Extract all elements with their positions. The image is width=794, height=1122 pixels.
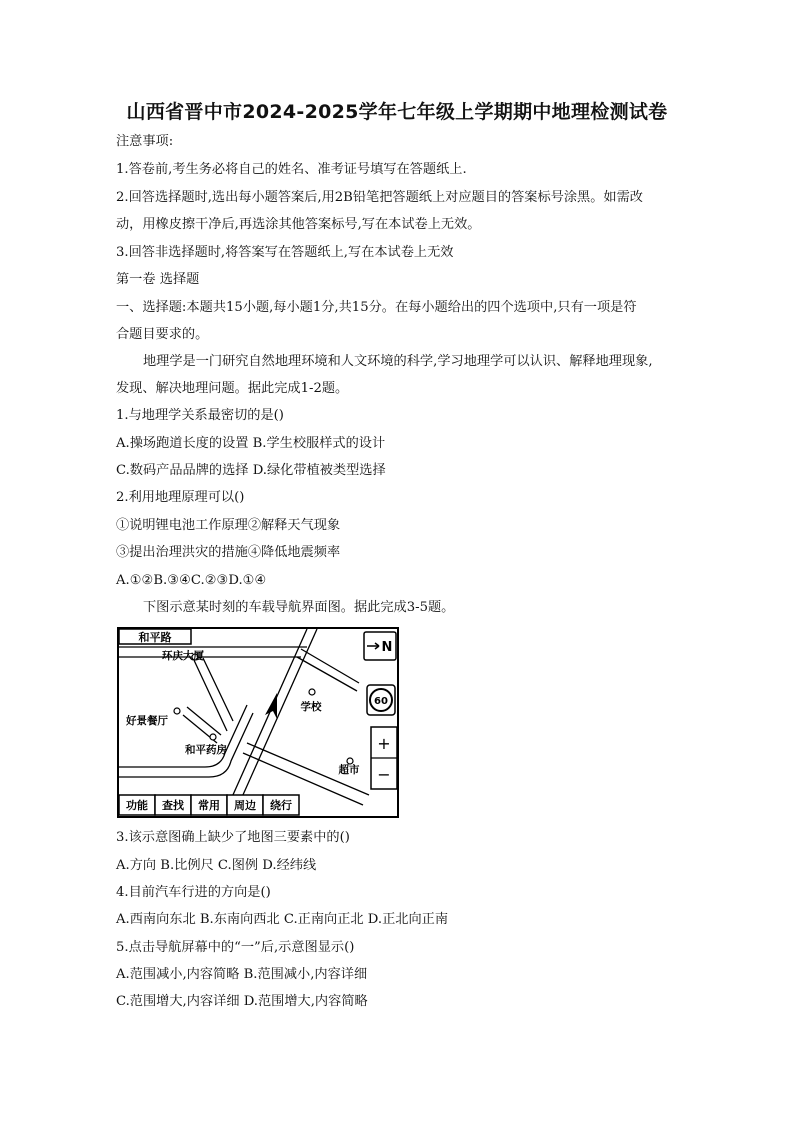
section-instruction-cont: 合题目要求的。 (116, 327, 209, 342)
menu-label-nearby: 周边 (234, 799, 256, 812)
speed-limit-value: 60 (374, 696, 388, 707)
place-label-school: 学校 (300, 701, 322, 713)
menu-label-search: 查找 (162, 799, 184, 812)
question-4-stem: 4.目前汽车行进的方向是() (116, 885, 271, 900)
place-marker (210, 734, 216, 740)
navigation-map (117, 627, 399, 818)
question-3-options: A.方向 B.比例尺 C.图例 D.经纬线 (116, 858, 317, 873)
place-label-restaurant: 好景餐厅 (126, 715, 168, 727)
question-5-options-cd: C.范围增大,内容详细 D.范围增大,内容简略 (116, 994, 368, 1009)
place-label-building: 环庆大厦 (162, 650, 204, 662)
place-label-supermarket: 超市 (338, 764, 360, 776)
notice-item-2: 2.回答选择题时,选出每小题答案后,用2B铅笔把答题纸上对应题目的答案标号涂黑。如需改 (116, 190, 643, 205)
section-instruction: 一、选择题:本题共15小题,每小题1分,共15分。在每小题给出的四个选项中,只有一项是符 (116, 300, 637, 315)
notice-heading: 注意事项: (116, 134, 174, 149)
question-1-options-ab: A.操场跑道长度的设置 B.学生校服样式的设计 (116, 436, 386, 451)
question-3-stem: 3.该示意图确上缺少了地图三要素中的() (116, 830, 350, 845)
road-label: 和平路 (138, 631, 172, 644)
zoom-out-button[interactable]: − (377, 765, 391, 784)
passage-1-cont: 发现、解决地理问题。据此完成1-2题。 (116, 381, 349, 396)
menu-label-detour: 绕行 (270, 799, 292, 812)
notice-item-3: 3.回答非选择题时,将答案写在答题纸上,写在本试卷上无效 (116, 245, 454, 260)
exam-title: 山西省晋中市2024-2025学年七年级上学期期中地理检测试卷 (126, 101, 668, 123)
place-label-pharmacy: 和平药房 (185, 744, 227, 756)
menu-label-common: 常用 (198, 799, 220, 812)
question-5-stem: 5.点击导航屏幕中的“一”后,示意图显示() (116, 940, 355, 955)
question-5-options-ab: A.范围减小,内容简略 B.范围减小,内容详细 (116, 967, 368, 982)
question-1-stem: 1.与地理学关系最密切的是() (116, 408, 284, 423)
notice-item-2-cont: 动，用橡皮擦干净后,再选涂其他答案标号,写在本试卷上无效。 (116, 217, 481, 232)
question-2-stem: 2.利用地理原理可以() (116, 490, 245, 505)
question-1-options-cd: C.数码产品品牌的选择 D.绿化带植被类型选择 (116, 463, 386, 478)
zoom-in-button[interactable]: + (377, 734, 391, 753)
question-2-options: A.①②B.③④C.②③D.①④ (116, 573, 267, 588)
question-2-statements-34: ③提出治理洪灾的措施④降低地震频率 (116, 545, 341, 560)
north-label: N (381, 640, 393, 655)
question-4-options: A.西南向东北 B.东南向西北 C.正南向正北 D.正北向正南 (116, 912, 449, 927)
notice-item-1: 1.答卷前,考生务必将自己的姓名、准考证号填写在答题纸上. (116, 162, 467, 177)
passage-1: 地理学是一门研究自然地理环境和人文环境的科学,学习地理学可以认识、解释地理现象, (143, 354, 653, 369)
menu-label-function: 功能 (126, 799, 148, 812)
passage-2: 下图示意某时刻的车载导航界面图。据此完成3-5题。 (143, 600, 455, 615)
volume-heading: 第一卷 选择题 (116, 272, 200, 287)
place-marker (309, 689, 315, 695)
place-marker (174, 708, 180, 714)
question-2-statements-12: ①说明锂电池工作原理②解释天气现象 (116, 518, 341, 533)
